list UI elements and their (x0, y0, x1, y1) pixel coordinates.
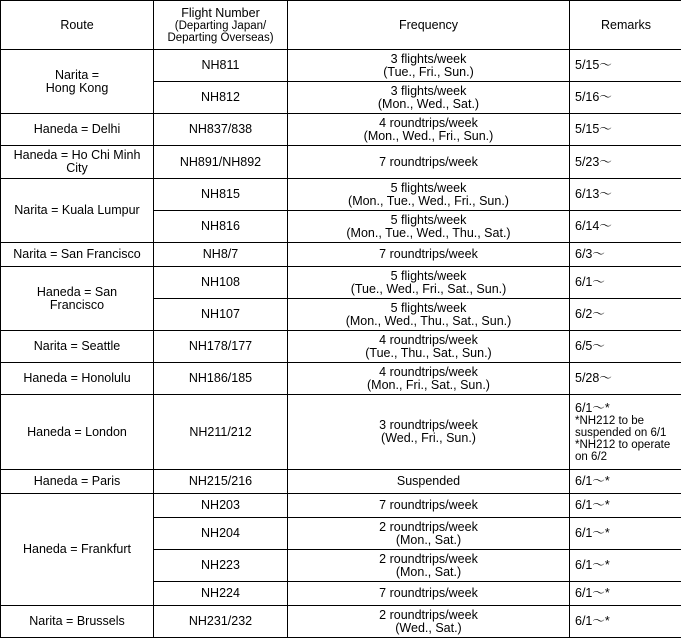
table-row (1, 606, 681, 638)
frequency-cell: Suspended (288, 470, 570, 494)
route-cell: Narita = San Francisco (1, 243, 154, 267)
route-cell: Haneda = London (1, 395, 154, 470)
frequency-line: 2 roundtrips/week (379, 551, 478, 566)
frequency-cell (288, 550, 570, 582)
flight-cell: NH186/185 (154, 363, 288, 395)
frequency-line: 5 flights/week (390, 212, 467, 227)
remarks-cell: 6/14～ (570, 211, 681, 243)
frequency-cell (288, 82, 570, 114)
flight-cell: NH8/7 (154, 243, 288, 267)
table-row (1, 146, 681, 179)
remarks-cell (570, 395, 681, 470)
table-row (1, 331, 681, 363)
route-line: Haneda = San (36, 284, 118, 299)
remarks-note: *NH212 to operate (575, 438, 671, 451)
flight-cell: NH203 (154, 494, 288, 518)
flight-cell: NH215/216 (154, 470, 288, 494)
table-row (1, 243, 681, 267)
route-cell: Narita = Kuala Lumpur (1, 179, 154, 243)
frequency-cell (288, 211, 570, 243)
route-cell (1, 146, 154, 179)
remarks-cell: 6/1～* (570, 518, 681, 550)
frequency-cell (288, 299, 570, 331)
header-flight-number-sub1: (Departing Japan/ (174, 19, 267, 32)
frequency-line: 5 flights/week (390, 268, 467, 283)
remarks-date: 6/1～* (575, 400, 610, 415)
route-cell: Haneda = Frankfurt (1, 494, 154, 606)
frequency-cell (288, 267, 570, 299)
route-line: Haneda = Ho Chi Minh (13, 148, 141, 162)
flight-cell: NH891/NH892 (154, 146, 288, 179)
table-row (1, 470, 681, 494)
route-line: City (66, 161, 88, 175)
frequency-cell: 7 roundtrips/week (288, 243, 570, 267)
flight-cell: NH211/212 (154, 395, 288, 470)
frequency-line: 4 roundtrips/week (379, 364, 478, 379)
frequency-days: (Mon., Tue., Wed., Thu., Sat.) (346, 225, 511, 240)
frequency-days: (Tue., Fri., Sun.) (383, 64, 474, 79)
table-row (1, 267, 681, 299)
remarks-cell: 5/15～ (570, 114, 681, 146)
frequency-days: (Wed., Fri., Sun.) (381, 431, 476, 445)
frequency-cell (288, 50, 570, 82)
frequency-line: 3 roundtrips/week (379, 418, 478, 432)
flight-cell: NH812 (154, 82, 288, 114)
table-row (1, 363, 681, 395)
frequency-line: 3 flights/week (390, 83, 467, 98)
route-line: Francisco (49, 297, 105, 312)
frequency-days: (Mon., Wed., Thu., Sat., Sun.) (345, 313, 512, 328)
frequency-cell (288, 395, 570, 470)
frequency-days: (Wed., Sat.) (395, 620, 462, 635)
flight-cell: NH108 (154, 267, 288, 299)
frequency-line: 5 flights/week (390, 300, 467, 315)
header-route: Route (1, 1, 154, 50)
header-row (1, 1, 681, 50)
route-cell: Narita = Brussels (1, 606, 154, 638)
flight-cell: NH231/232 (154, 606, 288, 638)
remarks-cell: 5/28～ (570, 363, 681, 395)
remarks-cell: 6/1～* (570, 582, 681, 606)
remarks-cell: 5/23～ (570, 146, 681, 179)
flight-cell: NH224 (154, 582, 288, 606)
remarks-cell: 6/1～* (570, 550, 681, 582)
route-line: Narita = (54, 67, 100, 82)
route-cell: Narita = Seattle (1, 331, 154, 363)
remarks-cell: 6/2～ (570, 299, 681, 331)
flight-cell: NH815 (154, 179, 288, 211)
remarks-note: suspended on 6/1 (575, 426, 667, 439)
header-flight-number-sub2: Departing Overseas) (167, 31, 274, 44)
flight-cell: NH204 (154, 518, 288, 550)
frequency-cell (288, 363, 570, 395)
remarks-cell: 6/1～* (570, 494, 681, 518)
route-cell (1, 50, 154, 114)
frequency-days: (Tue., Wed., Fri., Sat., Sun.) (350, 281, 507, 296)
frequency-line: 3 flights/week (390, 51, 467, 66)
frequency-days: (Mon., Wed., Sat.) (377, 96, 480, 111)
frequency-cell: 7 roundtrips/week (288, 146, 570, 179)
flight-cell: NH811 (154, 50, 288, 82)
remarks-cell: 5/15～ (570, 50, 681, 82)
table-row (1, 50, 681, 82)
frequency-cell: 7 roundtrips/week (288, 494, 570, 518)
header-flight-number (154, 1, 288, 50)
remarks-cell: 6/5～ (570, 331, 681, 363)
remarks-cell: 6/13～ (570, 179, 681, 211)
route-cell: Haneda = Paris (1, 470, 154, 494)
remarks-note: *NH212 to be (575, 414, 645, 427)
table-row (1, 114, 681, 146)
route-line: Hong Kong (45, 80, 109, 95)
flight-cell: NH223 (154, 550, 288, 582)
frequency-line: 5 flights/week (390, 180, 467, 195)
flight-cell: NH107 (154, 299, 288, 331)
frequency-cell (288, 331, 570, 363)
route-cell: Haneda = Delhi (1, 114, 154, 146)
frequency-days: (Mon., Wed., Fri., Sun.) (363, 128, 494, 143)
flight-cell: NH178/177 (154, 331, 288, 363)
frequency-days: (Mon., Fri., Sat., Sun.) (367, 377, 490, 392)
frequency-line: 2 roundtrips/week (379, 519, 478, 534)
frequency-cell: 7 roundtrips/week (288, 582, 570, 606)
header-flight-number-title: Flight Number (181, 5, 260, 20)
remarks-cell: 6/1～* (570, 606, 681, 638)
table-row (1, 179, 681, 211)
frequency-days: (Mon., Sat.) (395, 532, 462, 547)
frequency-cell (288, 114, 570, 146)
flight-cell: NH816 (154, 211, 288, 243)
header-frequency: Frequency (288, 1, 570, 50)
remarks-cell: 5/16～ (570, 82, 681, 114)
flight-cell: NH837/838 (154, 114, 288, 146)
route-cell: Haneda = Honolulu (1, 363, 154, 395)
remarks-cell: 6/1～* (570, 470, 681, 494)
frequency-line: 4 roundtrips/week (379, 115, 478, 130)
remarks-cell: 6/3～ (570, 243, 681, 267)
frequency-cell (288, 179, 570, 211)
frequency-days: (Mon., Sat.) (395, 564, 462, 579)
frequency-line: 2 roundtrips/week (379, 607, 478, 622)
frequency-cell (288, 606, 570, 638)
remarks-cell: 6/1～ (570, 267, 681, 299)
frequency-cell (288, 518, 570, 550)
frequency-days: (Mon., Tue., Wed., Fri., Sun.) (348, 193, 509, 208)
frequency-days: (Tue., Thu., Sat., Sun.) (365, 345, 492, 360)
table-row (1, 494, 681, 518)
frequency-line: 4 roundtrips/week (379, 332, 478, 347)
remarks-note: on 6/2 (575, 450, 607, 463)
table-row (1, 395, 681, 470)
route-cell (1, 267, 154, 331)
header-remarks: Remarks (570, 1, 681, 50)
